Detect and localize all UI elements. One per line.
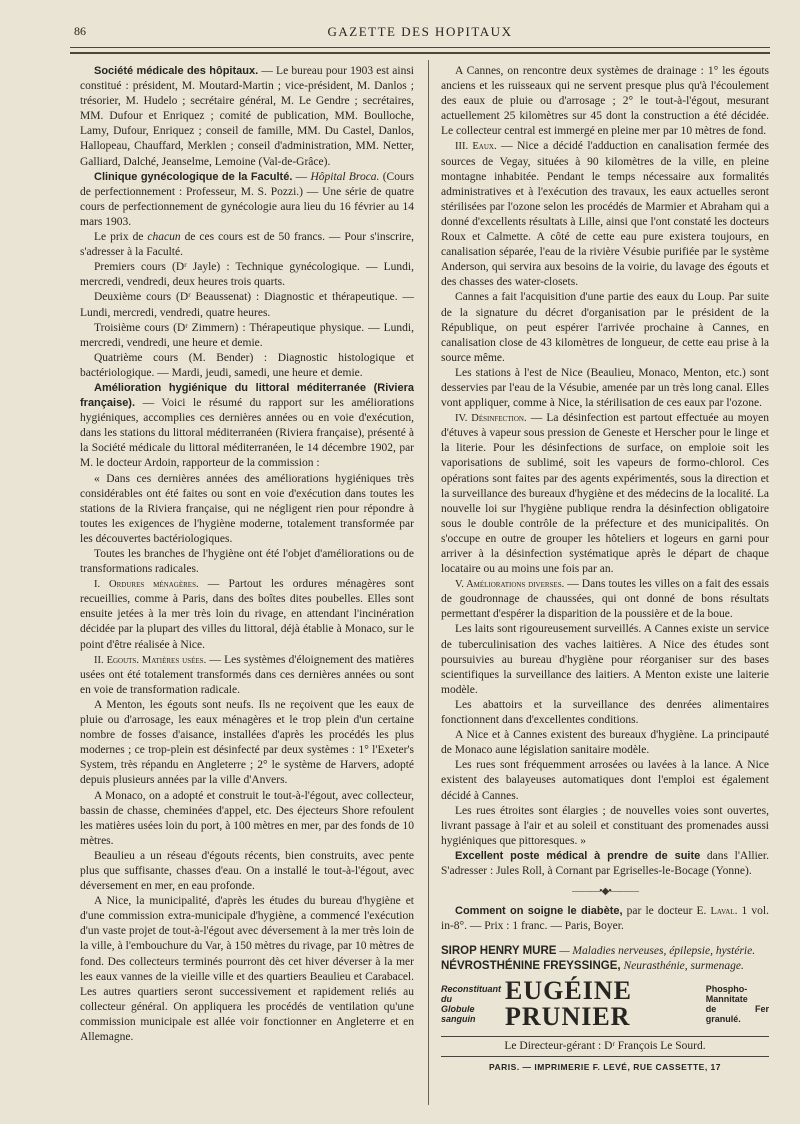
paragraph: I. Ordures ménagères. — Partout les ordures ménagères sont recueillies, comme à Paris, dans des boîtes dites poubelles. Elles sont ensuite jetées à la mer très loin du rivage, en attendant l'incinération décidée par la plupart des villes du littoral, déjà établie à Monaco, sur le point d'être réalisée à Nice. (80, 578, 414, 651)
paragraph: A Nice et à Cannes existent des bureaux d'hygiène. La principauté de Monaco aune législation sanitaire modèle. (441, 729, 769, 757)
paragraph: Quatrième cours (M. Bender) : Diagnostic histologique et bactériologique. — Mardi, jeudi, samedi, une heure et demie. (80, 351, 414, 379)
ad-prunier-right: Phospho-Mannitate de Fer granulé. (705, 983, 769, 1024)
ad-sirop-henry-mure: SIROP HENRY MURE — Maladies nerveuses, épilepsie, hystérie. (441, 945, 756, 958)
paragraph: Les stations à l'est de Nice (Beaulieu, Monaco, Menton, etc.) sont desservies par l'eau de la Vésubie, amenée par un très long canal. Elles vont appliquer, comme à Nice, la stérilisation de ces eaux par l'ozone. (441, 366, 769, 410)
paragraph: Société médicale des hôpitaux. — Le bureau pour 1903 est ainsi constitué : président, M. Moutard-Martin ; vice-président, M. Danlos ; trésorier, M. Hudelo ; secrétaire général, M. Le Gendre ; secrétaires, MM. Dufour et Enriquez ; comité de publication, MM. Boulloche, Lamy, Dufour, Enriquez ; conseil de famille, MM. Du Castel, Danlos, Hallopeau, Chauffard, Merklen ; conseil d'administration, MM. Netter, Galliard, Dalché, Jeanselme, Lemoine (Val-de-Grâce). (80, 65, 414, 168)
paragraph: IV. Désinfection. — La désinfection est partout effectuée au moyen d'étuves à vapeur sous pression de Geneste et Herscher pour le linge et la literie. Pour les désinfections de surface, on emploie soit les vaporisations de sublimé, soit les vapeurs de formo-chlorol. Ces opérations sont faites par des agents expérimentés, sous la direction et la surveillance des bureaux d'hygiène et des médecins de la localité. La nouvelle loi sur l'hygiène publique rendra la désinfection obligatoire sous le double contrôle de la préfecture et des municipalités. On s'occupe en outre de grouper les hôteliers et logeurs en garni pour arriver à la désinfection systématique après le départ de chaque locataire ou au moins une fois par an. (441, 412, 769, 576)
paragraph: Les rues sont fréquemment arrosées ou lavées à la lance. A Nice existent des balayeuses automatiques dont l'emploi est également décidé à Cannes. (441, 759, 769, 802)
paragraph: A Menton, les égouts sont neufs. Ils ne reçoivent que les eaux de pluie ou d'arrosage, les eaux ménagères et le trop plein d'un certaine nombre de fosses d'aisance, installées d'après les procédés les plus modernes ; ce trop-plein est désinfecté par deux systèmes : 1° l'Exeter's System, très répandu en Angleterre ; 2° le système de Harvers, adopté depuis plusieurs années par la ville d'Anvers. (80, 698, 414, 787)
paragraph: Amélioration hygiénique du littoral méditerranée (Riviera française). — Voici le résumé du rapport sur les améliorations hygiéniques, accomplies ces dernières années ou en voie d'exécution, dans les stations du littoral méditerranéen (Riviera française), présenté à la Société médicale du littoral méditerranéen, le 14 décembre 1902, par M. le docteur Ardoin, rapporteur de la commission : (80, 381, 414, 470)
paragraph: Le prix de chacun de ces cours est de 50 francs. — Pour s'inscrire, s'adresser à la Faculté. (80, 231, 414, 259)
printer-line: PARIS. — IMPRIMERIE F. LEVÉ, RUE CASSETTE, 17 (488, 1061, 722, 1072)
header-rule-thick (70, 52, 770, 54)
paragraph: A Cannes, on rencontre deux systèmes de drainage : 1° les égouts anciens et les ruisseaux qui ne servent presque plus qu'à l'écoulement des eaux de pluie ou d'arrosage ; 2° le tout-à-l'égout, mesurant actuellement 25 kilomètres sur 45 dont la construction a été décidée. Le collecteur central est immergé en pleine mer par 10 mètres de fond. (441, 65, 769, 138)
paragraph: Deuxième cours (Dʳ Beaussenat) : Diagnostic et thérapeutique. — Lundi, mercredi, vendredi, quatre heures. (80, 291, 414, 319)
paragraph: Beaulieu a un réseau d'égouts récents, bien construits, avec pente plus que suffisante, chasses d'eau. On a installé le tout-à-l'égout, avec déversement en mer, en eau profonde. (80, 849, 414, 893)
paragraph: Les abattoirs et la surveillance des denrées alimentaires fonctionnent dans d'excellentes conditions. (441, 698, 769, 727)
paragraph: Les rues étroites sont élargies ; de nouvelles voies sont ouvertes, livrant passage à l'air et au soleil et constituant des promenades aussi hygiéniques que pittoresques. » (441, 804, 769, 847)
paragraph: Les laits sont rigoureusement surveillés. A Cannes existe un service de tuberculinisation des vaches laitières. A Nice des études sont poursuivies au bureau d'hygiène pour réorganiser sur des bases scientifiques la surveillance des laitiers. A Menton existe une laiterie modèle. (441, 623, 769, 696)
paragraph: III. Eaux. — Nice a décidé l'adduction en canalisation fermée des sources de Vegay, situées à 90 kilomètres de la ville, en pleine montagne inhabitée. Pendant le temps nécessaire aux formalités administratives et à l'exécution des travaux, les eaux actuelles seront stérilisées par l'ozone selon les procédés de Marmier et Abraham qui a donné d'excellents résultats à Lille, ainsi que l'ont constaté les docteurs Roux et Calmette. A côté de cette eau pure existera toujours, en canalisation séparée, l'eau de la rivière Vésubie purifiée par le système Anderson, qui servira aux besoins de la voirie, du lavage des égouts et des chasses des water-closets. (441, 140, 769, 289)
paragraph: « Dans ces dernières années des améliorations hygiéniques très considérables ont été faites ou sont en voie d'exécution dans toutes les stations de la Riviera française, qui ne négligent rien pour répondre à toutes les exigences de l'hygiène moderne, totalement transformée par les découvertes bactériologiques. (80, 472, 414, 545)
paragraph: Excellent poste médical à prendre de suite dans l'Allier. S'adresser : Jules Roll, à Cornant par Egriselles-le-Bocage (Yonne). (441, 849, 769, 877)
column-divider (428, 60, 429, 1105)
paragraph: Clinique gynécologique de la Faculté. — Hôpital Broca. (Cours de perfectionnement : Professeur, M. S. Pozzi.) — Une série de quatre cours de perfectionnement de gynécologie aura lieu du 16 février au 14 mars 1903. (80, 170, 414, 228)
paragraph: II. Egouts. Matières usées. — Les systèmes d'éloignement des matières usées ont été totalement transformés dans ces dernières années ou sont en voie de transformation radicale. (80, 653, 414, 696)
paragraph: V. Améliorations diverses. — Dans toutes les villes on a fait des essais de goudronnage de chaussées, qui ont donné de bons résultats permettant d'espérer la disparition de la poussière et de la boue. (441, 578, 769, 621)
page-header (70, 22, 770, 44)
left-column (80, 64, 414, 1045)
section-ornament: ———•◆•——— (572, 886, 638, 898)
header-rule (70, 47, 770, 48)
paragraph: Toutes les branches de l'hygiène ont été l'objet d'améliorations ou de transformations radicales. (80, 548, 414, 576)
paragraph: Premiers cours (Dʳ Jayle) : Technique gynécologique. — Lundi, mercredi, vendredi, deux heures trois quarts. (80, 261, 414, 289)
right-column (441, 64, 769, 1075)
advertisements (441, 944, 769, 1029)
page-number: 86 (74, 24, 86, 38)
paragraph: A Monaco, on a adopté et construit le tout-à-l'égout, avec collecteur, bassin de chasse, cheminées d'appel, etc. Des éjecteurs Shore refoulent les matières usées loin du port, à 100 mètres en mer, par des fonds de 10 mètres. (80, 789, 414, 847)
journal-title: GAZETTE DES HOPITAUX (327, 24, 513, 39)
ad-eugeine-prunier (441, 975, 769, 1031)
paragraph: Cannes a fait l'acquisition d'une partie des eaux du Loup. Par suite de la signature du décret d'organisation par le président de la République, on peut espérer l'arrivée prochaine à Cannes, en canalisation close de 43 kilomètres de longueur, de cette eau prise à la source même. (441, 291, 769, 364)
paragraph: Troisième cours (Dʳ Zimmern) : Thérapeutique physique. — Lundi, mercredi, vendredi, une heure et demie. (80, 321, 414, 349)
paragraph: A Nice, la municipalité, d'après les études du bureau d'hygiène et d'une commission extra-municipale d'hygiène, a commencé l'exécution d'un vaste projet de tout-à-l'égout avec déversement à la mer très loin de la ville, à l'embouchure du Var, à 150 mètres du rivage, par 10 mètres de fond. Des collecteurs terminés pourront dès cet hiver déverser à la mer les eaux vannes de la vieille ville et des quartiers Beaulieu et Carabacel. Les autres quartiers seront successivement et rapidement reliés au collecteur général. On appliquera les procédés de ventilation qu'une commission municipale est allée voir fonctionner en Angleterre et en Allemagne. (80, 895, 414, 1043)
paragraph: Comment on soigne le diabète, par le docteur E. Laval. 1 vol. in-8°. — Prix : 1 franc. — Paris, Boyer. (441, 905, 769, 933)
ad-nevrosthenine: NÉVROSTHÉNINE FREYSSINGE, Neurasthénie, surmenage. (441, 960, 744, 973)
ad-prunier-brand: EUGÉINE PRUNIER (505, 975, 632, 1031)
director-line: Le Directeur-gérant : Dʳ François Le Sourd. (441, 1036, 769, 1057)
ad-prunier-left: Reconstituant du Globule sanguin (441, 983, 502, 1024)
